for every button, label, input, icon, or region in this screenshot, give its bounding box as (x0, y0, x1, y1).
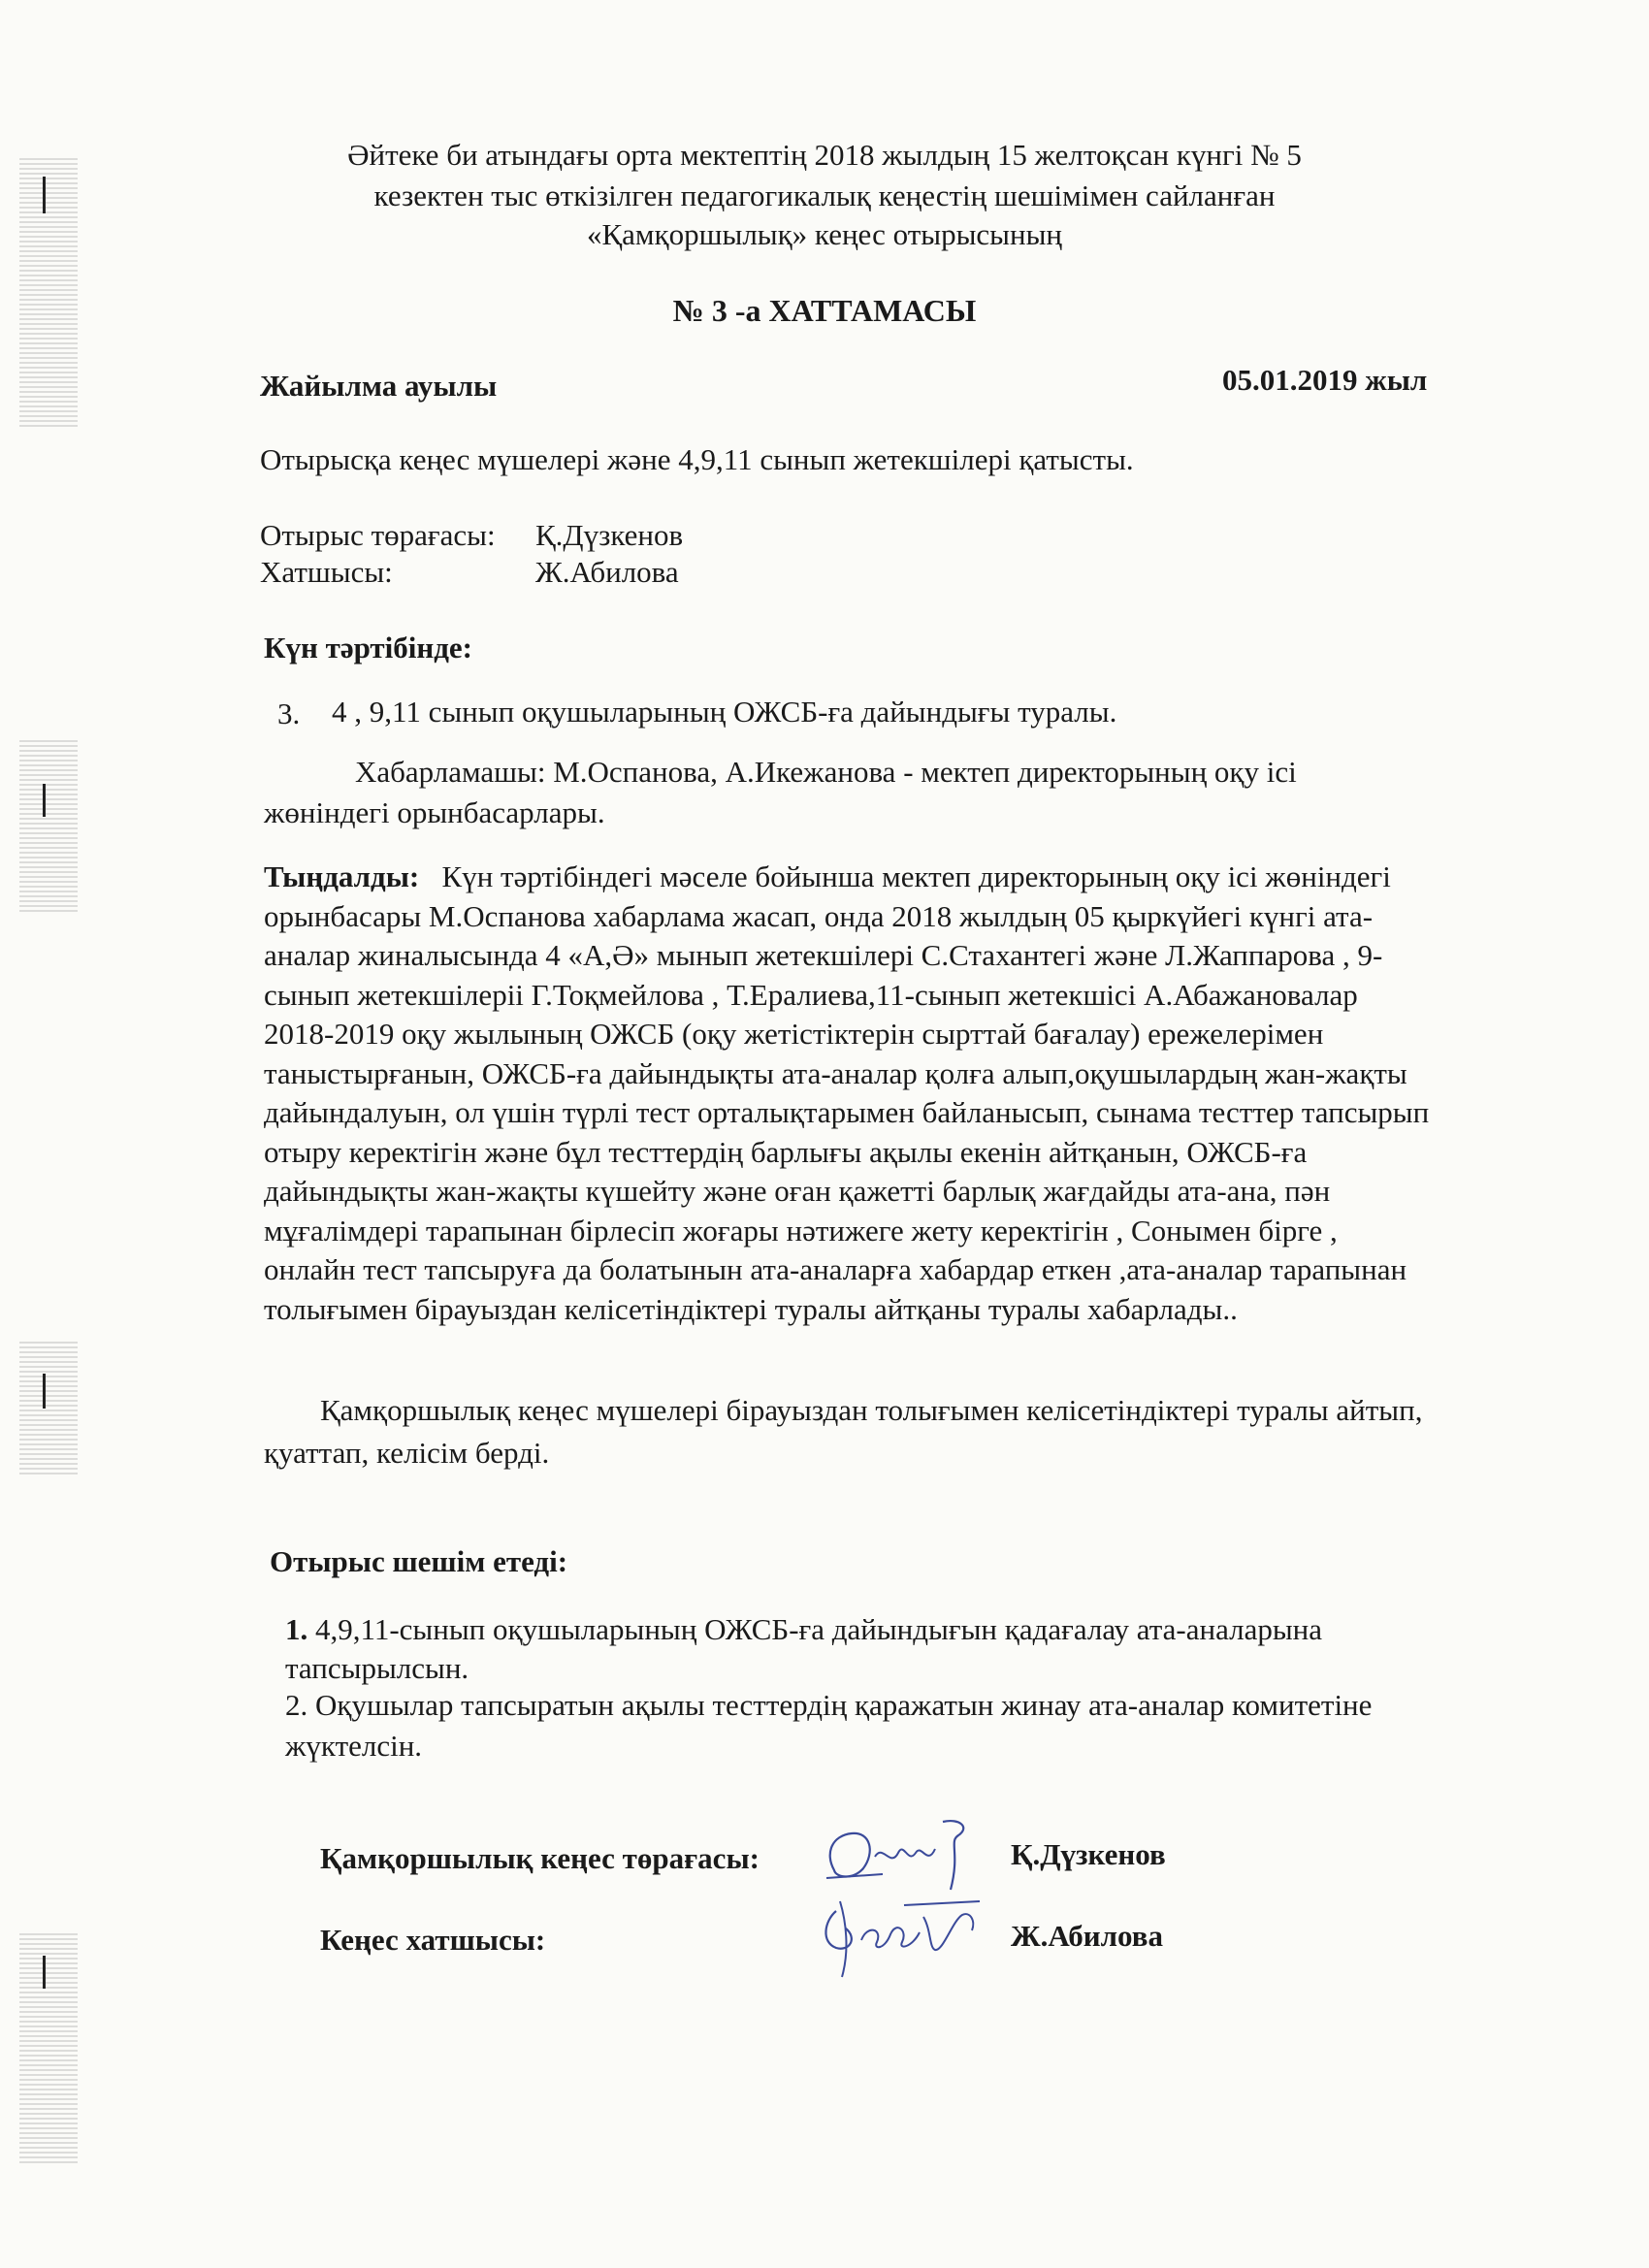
heard-line: отыру керектігін және бұл тесттердің барлығы ақылы екенін айтқанын, ОЖСБ-ға (264, 1134, 1308, 1169)
chair-label: Отырыс төрағасы: (260, 518, 496, 552)
decision-number: 1. (285, 1612, 308, 1646)
decision-1-cont: тапсырылсын. (285, 1651, 469, 1685)
decision-2-cont: жүктелсін. (285, 1729, 423, 1763)
heard-section (264, 858, 1455, 1329)
heard-line: дайындалуын, ол үшін түрлі тест орталықтарымен байланысып, сынама тесттер тапсырып (264, 1095, 1430, 1129)
decision-1 (285, 1610, 1322, 1649)
reporters-line-1: Хабарламашы: М.Оспанова, А.Икежанова - мектеп директорының оқу ісі (355, 755, 1297, 789)
heard-line: дайындықты жан-жақты күшейту және оған қажетті барлық жағдайды ата-ана, пән (264, 1174, 1331, 1208)
heard-line: 2018-2019 оқу жылының ОЖСБ (оқу жетістіктерін сырттай бағалау) ережелерімен (264, 1017, 1324, 1051)
heard-line: таныстырғанын, ОЖСБ-ға дайындықты ата-аналар қолға алып,оқушылардың жан-жақты (264, 1055, 1407, 1090)
header-line-3: «Қамқоршылық» кеңес отырысының (587, 217, 1062, 251)
agenda-item-number: 3. (277, 697, 301, 730)
heard-line: аналар жиналысында 4 «А,Ә» мынып жетекшілері С.Стахантегі және Л.Жаппарова , 9- (264, 938, 1383, 972)
heard-label: Тыңдалды: (264, 859, 420, 893)
header-line-2: кезектен тыс өткізілген педагогикалық кеңестің шешімімен сайланған (373, 178, 1276, 212)
secretary-label: Хатшысы: (260, 555, 393, 589)
decision-2 (285, 1686, 1372, 1725)
scan-artifact (19, 1339, 78, 1474)
decision-text: Оқушылар тапсыратын ақылы тесттердің қаражатын жинау ата-аналар комитетіне (315, 1688, 1373, 1722)
secretary-name: Ж.Абилова (535, 555, 679, 589)
scan-artifact (19, 737, 78, 912)
date: 05.01.2019 жыл (1222, 363, 1428, 397)
heard-line: мұғалімдері тарапынан бірлесіп жоғары нәтижеге жету керектігін , Сонымен бірге , (264, 1213, 1338, 1247)
signature-secretary-name: Ж.Абилова (1011, 1919, 1163, 1953)
scan-mark (43, 784, 46, 817)
place: Жайылма ауылы (260, 369, 498, 403)
heard-paragraph (264, 858, 1455, 1329)
signature-chair-label: Қамқоршылық кеңес төрағасы: (320, 1841, 760, 1875)
chair-name: Қ.Дүзкенов (535, 518, 684, 552)
header-line-1: Әйтеке би атындағы орта мектептің 2018 жылдың 15 желтоқсан күнгі № 5 (347, 138, 1302, 172)
document-title: № 3 -а ХАТТАМАСЫ (672, 293, 977, 328)
decision-number: 2. (285, 1688, 308, 1722)
heard-line: орынбасары М.Оспанова хабарлама жасап, онда 2018 жылдың 05 қыркүйегі күнгі ата- (264, 898, 1374, 933)
heard-line: онлайн тест тапсыруға да болатынын ата-аналарға хабардар еткен ,ата-аналар тарапынан (264, 1252, 1407, 1286)
scan-artifact (19, 1930, 78, 2163)
decision-heading: Отырыс шешім етеді: (270, 1544, 568, 1578)
agreement-line-1: Қамқоршылық кеңес мүшелері бірауыздан толығымен келісетіндіктері туралы айтып, (320, 1393, 1423, 1427)
attendance: Отырысқа кеңес мүшелері және 4,9,11 сынып жетекшілері қатысты. (260, 442, 1134, 476)
chair-signature (815, 1814, 980, 1892)
heard-line: толығымен бірауыздан келісетіндіктері туралы айтқаны туралы хабарлады.. (264, 1291, 1238, 1326)
reporters-line-2: жөніндегі орынбасарлары. (264, 795, 605, 829)
agenda-item-text: 4 , 9,11 сынып оқушыларының ОЖСБ-ға дайындығы туралы. (332, 695, 1117, 729)
heard-line: сынып жетекшілеріі Г.Тоқмейлова , Т.Ералиева,11-сынып жетекшісі А.Абажановалар (264, 977, 1358, 1012)
scan-mark (43, 1956, 46, 1989)
secretary-signature (807, 1892, 991, 1979)
decision-text: 4,9,11-сынып оқушыларының ОЖСБ-ға дайындығын қадағалау ата-аналарына (315, 1612, 1323, 1646)
signature-secretary-label: Кеңес хатшысы: (320, 1923, 546, 1957)
agreement-line-2: қуаттап, келісім берді. (264, 1436, 550, 1470)
scan-mark (43, 1374, 46, 1409)
heard-line: Күн тәртібіндегі мәселе бойынша мектеп директорының оқу ісі жөніндегі (441, 859, 1391, 893)
signature-chair-name: Қ.Дүзкенов (1011, 1837, 1166, 1871)
agenda-heading: Күн тәртібінде: (264, 631, 472, 664)
